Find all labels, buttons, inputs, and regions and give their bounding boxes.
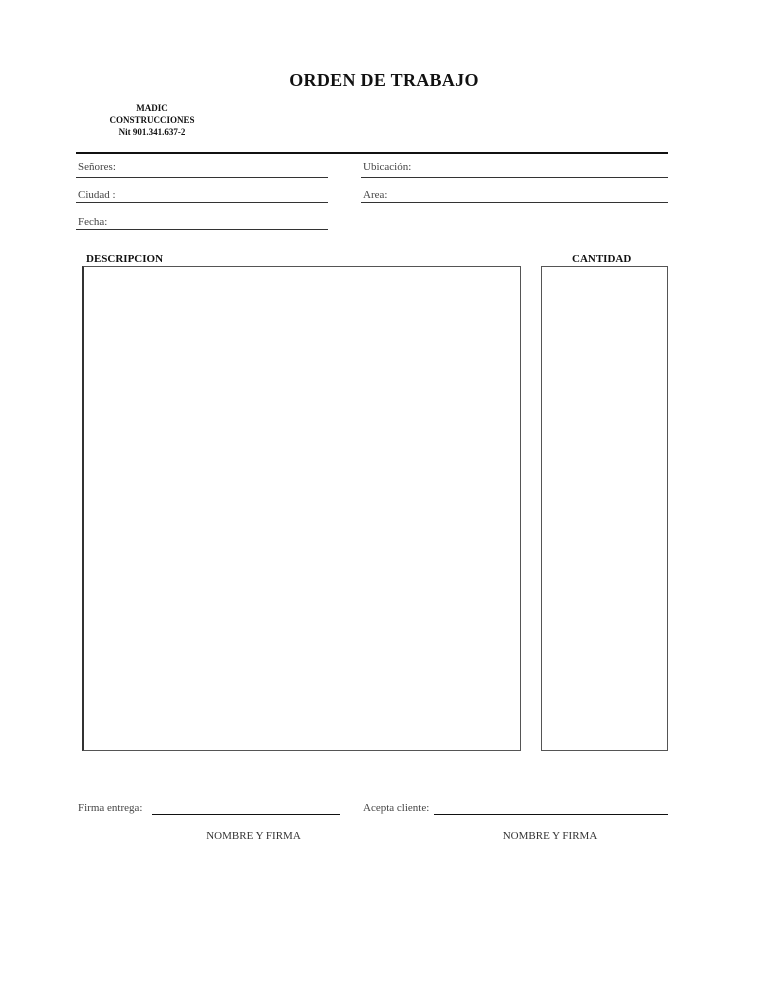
company-name: MADIC	[136, 103, 168, 113]
company-block	[76, 102, 228, 138]
ubicacion-field[interactable]	[361, 177, 668, 178]
ciudad-field[interactable]	[76, 202, 328, 203]
client-signature-line[interactable]	[434, 814, 668, 815]
client-signature-caption: NOMBRE Y FIRMA	[502, 830, 598, 842]
senores-field[interactable]	[76, 177, 328, 178]
quantity-box[interactable]	[541, 266, 668, 751]
description-header: DESCRIPCION	[86, 253, 164, 265]
delivery-signature-caption: NOMBRE Y FIRMA	[206, 830, 301, 842]
area-label: Area:	[363, 189, 388, 201]
quantity-header: CANTIDAD	[572, 253, 632, 265]
client-signature-label: Acepta cliente:	[363, 802, 430, 814]
description-box[interactable]	[82, 266, 521, 751]
document-title: ORDEN DE TRABAJO	[289, 70, 479, 90]
fecha-field[interactable]	[76, 229, 328, 230]
senores-label: Señores:	[78, 161, 116, 173]
delivery-signature-line[interactable]	[152, 814, 340, 815]
fecha-label: Fecha:	[78, 216, 108, 228]
company-nit: Nit 901.341.637-2	[118, 127, 186, 137]
delivery-signature-label: Firma entrega:	[78, 802, 143, 814]
ciudad-label: Ciudad :	[78, 189, 116, 201]
ubicacion-label: Ubicación:	[363, 161, 412, 173]
company-subtitle: CONSTRUCCIONES	[109, 115, 195, 125]
area-field[interactable]	[361, 202, 668, 203]
header-divider	[76, 152, 668, 154]
